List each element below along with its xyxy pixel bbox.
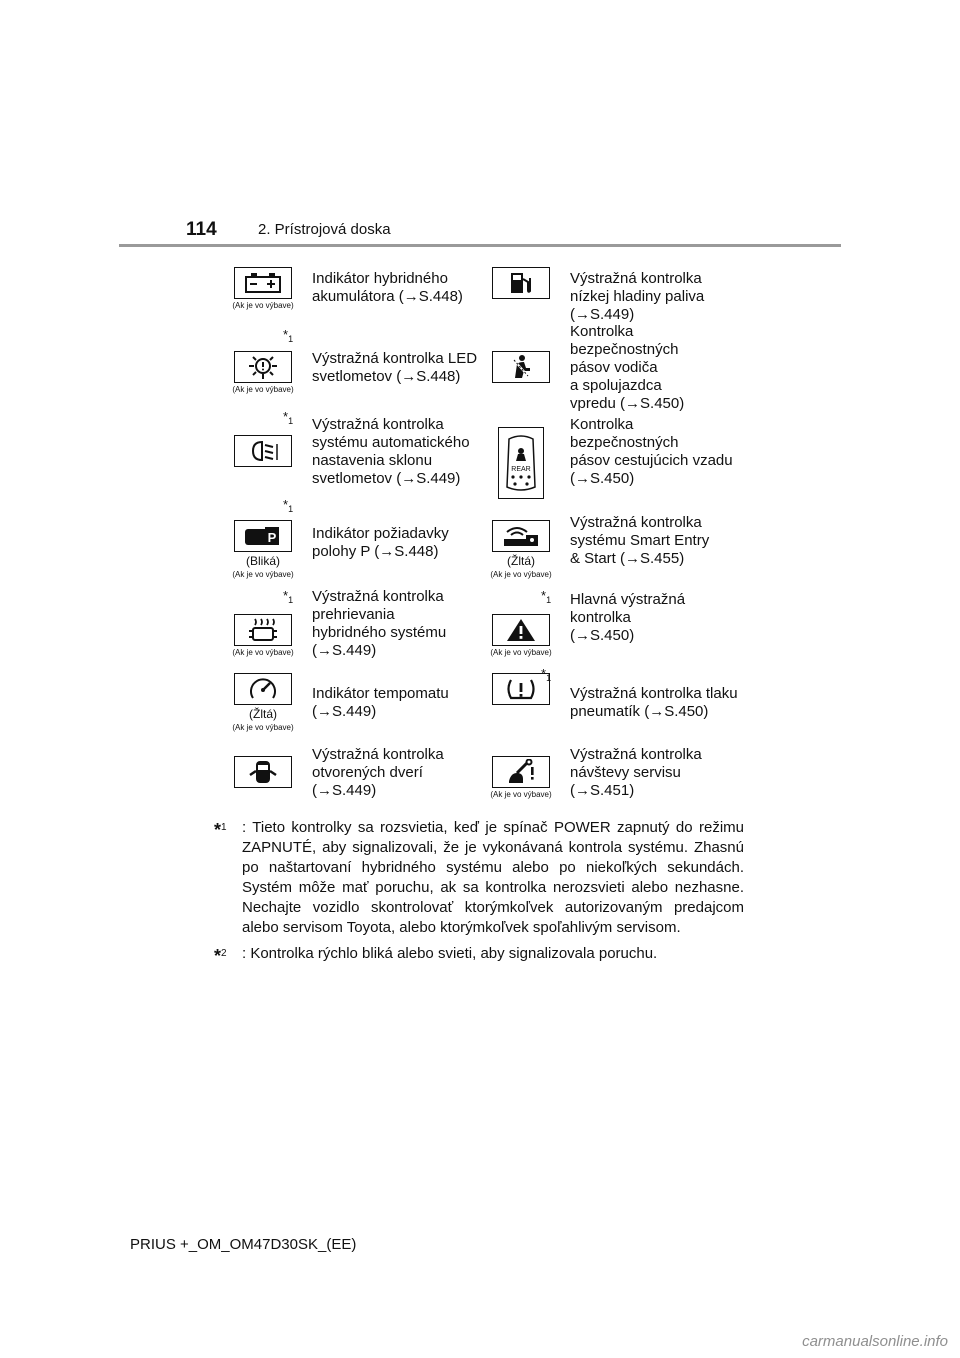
document-code: PRIUS +_OM_OM47D30SK_(EE) bbox=[130, 1236, 357, 1253]
description-line: otvorených dverí bbox=[312, 764, 423, 781]
right-icon-cell bbox=[487, 520, 555, 580]
right-description bbox=[570, 270, 704, 324]
left-description bbox=[312, 525, 449, 561]
equipment-note: (Ak je vo výbave) bbox=[232, 648, 294, 657]
footnote-star: $*_1$ bbox=[283, 588, 294, 605]
rear-seatbelt-icon bbox=[498, 427, 544, 499]
cruise-control-icon bbox=[234, 673, 292, 705]
description-line: akumulátora (→S.448) bbox=[312, 288, 463, 305]
description-line: (→S.449) bbox=[312, 642, 377, 659]
right-icon-cell bbox=[487, 267, 555, 299]
right-description bbox=[570, 323, 684, 413]
footnote-star: $*_1$ bbox=[283, 327, 294, 344]
right-icon-cell bbox=[487, 351, 555, 383]
description-line: polohy P (→S.448) bbox=[312, 543, 439, 560]
park-position-icon bbox=[234, 520, 292, 552]
right-icon-cell bbox=[487, 614, 555, 658]
description-line: Výstražná kontrolka tlaku bbox=[570, 685, 738, 702]
equipment-note: (Ak je vo výbave) bbox=[232, 301, 294, 310]
equipment-note: (Ak je vo výbave) bbox=[232, 570, 294, 579]
description-line: systému Smart Entry bbox=[570, 532, 710, 549]
description-line: bezpečnostných bbox=[570, 341, 679, 358]
svg-text:REAR: REAR bbox=[511, 466, 531, 473]
description-line: (→S.450) bbox=[570, 627, 635, 644]
description-line: vpredu (→S.450) bbox=[570, 395, 685, 412]
right-icon-cell bbox=[487, 427, 555, 499]
left-description bbox=[312, 350, 477, 386]
equipment-note: (Ak je vo výbave) bbox=[490, 570, 552, 579]
left-icon-cell bbox=[229, 267, 297, 311]
svg-text:P: P bbox=[267, 530, 277, 545]
footnote-sup: 1 bbox=[221, 822, 227, 833]
description-line: bezpečnostných bbox=[570, 434, 679, 451]
description-line: Výstražná kontrolka LED bbox=[312, 350, 478, 367]
fuel-level-icon bbox=[492, 267, 550, 299]
left-icon-cell bbox=[229, 435, 297, 467]
description-line: Výstražná kontrolka bbox=[570, 746, 702, 763]
master-warning-icon bbox=[492, 614, 550, 646]
description-line: Výstražná kontrolka bbox=[312, 588, 444, 605]
headlight-leveling-icon bbox=[234, 435, 292, 467]
description-line: pásov vodiča bbox=[570, 359, 658, 376]
watermark: carmanualsonline.info bbox=[802, 1333, 948, 1350]
indicator-color-label: (Bliká) bbox=[245, 554, 280, 568]
description-line: kontrolka bbox=[570, 609, 631, 626]
description-line: Výstražná kontrolka bbox=[312, 416, 444, 433]
left-description bbox=[312, 588, 446, 660]
footnote-star: $*_1$ bbox=[283, 409, 294, 426]
right-description bbox=[570, 746, 702, 800]
description-line: prehrievania bbox=[312, 606, 395, 623]
left-description bbox=[312, 416, 470, 488]
footnotes bbox=[214, 818, 744, 970]
page-number: 114 bbox=[186, 219, 217, 240]
footnote-marker: * bbox=[214, 946, 222, 966]
indicator-color-label: (Žltá) bbox=[249, 707, 277, 721]
left-icon-cell bbox=[229, 520, 297, 580]
description-line: Výstražná kontrolka bbox=[570, 514, 702, 531]
description-line: a spolujazdca bbox=[570, 377, 662, 394]
description-line: (→S.449) bbox=[570, 306, 635, 323]
description-line: Indikátor hybridného bbox=[312, 270, 448, 287]
header-rule bbox=[119, 244, 841, 247]
description-line: & Start (→S.455) bbox=[570, 550, 685, 567]
seatbelt-icon bbox=[492, 351, 550, 383]
description-line: (→S.450) bbox=[570, 470, 635, 487]
description-line: Indikátor požiadavky bbox=[312, 525, 449, 542]
left-icon-cell bbox=[229, 614, 297, 658]
hybrid-overheat-icon bbox=[234, 614, 292, 646]
description-line: systému automatického bbox=[312, 434, 470, 451]
footnote-star: $*_1$ bbox=[283, 497, 294, 514]
description-line: (→S.449) bbox=[312, 782, 377, 799]
left-icon-cell bbox=[229, 756, 297, 788]
right-description bbox=[570, 514, 709, 568]
description-line: nastavenia sklonu bbox=[312, 452, 433, 469]
footnote-text: : Kontrolka rýchlo bliká alebo svieti, aby signalizovala poruchu. bbox=[242, 945, 658, 962]
indicator-color-label: (Žltá) bbox=[507, 554, 535, 568]
description-line: Hlavná výstražná bbox=[570, 591, 686, 608]
description-line: návštevy servisu bbox=[570, 764, 681, 781]
right-description bbox=[570, 685, 738, 721]
description-line: Indikátor tempomatu bbox=[312, 685, 449, 702]
description-line: Výstražná kontrolka bbox=[570, 270, 702, 287]
description-line: (→S.449) bbox=[312, 703, 377, 720]
footnote-sup: 2 bbox=[221, 948, 227, 959]
footnote-star: $*_1$ bbox=[541, 666, 552, 683]
left-description bbox=[312, 685, 449, 721]
left-description bbox=[312, 270, 463, 306]
led-headlight-warning-icon bbox=[234, 351, 292, 383]
footnote-marker: * bbox=[214, 820, 222, 840]
description-line: Kontrolka bbox=[570, 416, 634, 433]
equipment-note: (Ak je vo výbave) bbox=[490, 648, 552, 657]
left-icon-cell bbox=[229, 351, 297, 395]
equipment-note: (Ak je vo výbave) bbox=[232, 385, 294, 394]
right-description bbox=[570, 591, 685, 645]
right-description bbox=[570, 416, 733, 488]
smart-key-icon bbox=[492, 520, 550, 552]
description-line: svetlometov (→S.449) bbox=[312, 470, 461, 487]
description-line: nízkej hladiny paliva bbox=[570, 288, 705, 305]
description-line: hybridného systému bbox=[312, 624, 447, 641]
left-description bbox=[312, 746, 444, 800]
equipment-note: (Ak je vo výbave) bbox=[232, 723, 294, 732]
description-line: (→S.451) bbox=[570, 782, 635, 799]
description-line: svetlometov (→S.448) bbox=[312, 368, 461, 385]
hybrid-battery-icon bbox=[234, 267, 292, 299]
description-line: pneumatík (→S.450) bbox=[570, 703, 709, 720]
description-line: Výstražná kontrolka bbox=[312, 746, 444, 763]
description-line: pásov cestujúcich vzadu bbox=[570, 452, 733, 469]
left-icon-cell bbox=[229, 673, 297, 733]
footnote-star: $*_1$ bbox=[541, 588, 552, 605]
equipment-note: (Ak je vo výbave) bbox=[490, 790, 552, 799]
right-icon-cell bbox=[487, 756, 555, 800]
section-title: 2. Prístrojová doska bbox=[258, 221, 391, 238]
open-door-icon bbox=[234, 756, 292, 788]
footnote-1 bbox=[214, 818, 744, 938]
footnote-text: : Tieto kontrolky sa rozsvietia, keď je spínač POWER zapnutý do režimu ZAPNUTÉ, aby signalizovali, že je vykonávaná kontrola systému. Zhasnú po naštartovaní hybridného systému alebo po niekoľkých sekundách. Systém môže mať poruchu, ak sa kontrolka nerozsvieti alebo nezhasne. Nechajte vozidlo skontrolovať ktorýmkoľvek autorizovaným predajcom alebo servisom Toyota, alebo ktorýmkoľvek spoľahlivým servisom. bbox=[242, 819, 744, 936]
description-line: Kontrolka bbox=[570, 323, 634, 340]
footnote-2 bbox=[214, 944, 744, 964]
maintenance-icon bbox=[492, 756, 550, 788]
